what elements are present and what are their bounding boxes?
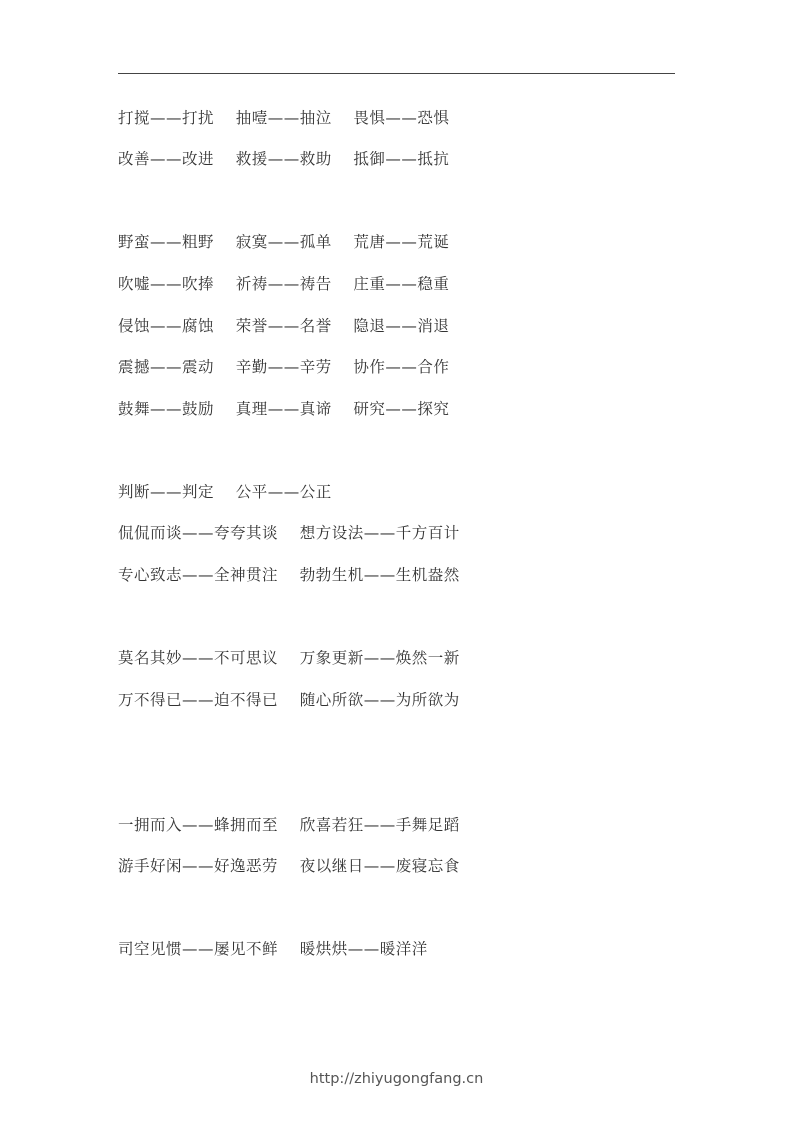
idiom-pair-line: 游手好闲——好逸恶劳 夜以继日——废寝忘食: [118, 857, 460, 875]
footer-url: http://zhiyugongfang.cn: [309, 1071, 484, 1087]
idiom-pair-line: 一拥而入——蜂拥而至 欣喜若狂——手舞足蹈: [118, 816, 460, 834]
idiom-pair-line: 司空见惯——屡见不鲜 暖烘烘——暖洋洋: [118, 940, 428, 958]
word-pair-line: 鼓舞——鼓励 真理——真谛 研究——探究: [118, 400, 450, 418]
idiom-pair-line: 莫名其妙——不可思议 万象更新——焕然一新: [118, 649, 460, 667]
header-divider: [118, 73, 675, 74]
word-pair-line: 震撼——震动 辛勤——辛劳 协作——合作: [118, 358, 450, 376]
word-pair-line: 吹嘘——吹捧 祈祷——祷告 庄重——稳重: [118, 275, 450, 293]
word-pair-line: 侵蚀——腐蚀 荣誉——名誉 隐退——消退: [118, 317, 450, 335]
idiom-pair-line: 侃侃而谈——夸夸其谈 想方设法——千方百计: [118, 524, 460, 542]
word-pair-line: 野蛮——粗野 寂寞——孤单 荒唐——荒诞: [118, 233, 450, 251]
word-pair-line: 打搅——打扰 抽噎——抽泣 畏惧——恐惧: [118, 109, 450, 127]
word-pair-line: 判断——判定 公平——公正: [118, 483, 332, 501]
idiom-pair-line: 专心致志——全神贯注 勃勃生机——生机盎然: [118, 566, 460, 584]
word-pair-line: 改善——改进 救援——救助 抵御——抵抗: [118, 150, 450, 168]
idiom-pair-line: 万不得已——迫不得已 随心所欲——为所欲为: [118, 691, 460, 709]
